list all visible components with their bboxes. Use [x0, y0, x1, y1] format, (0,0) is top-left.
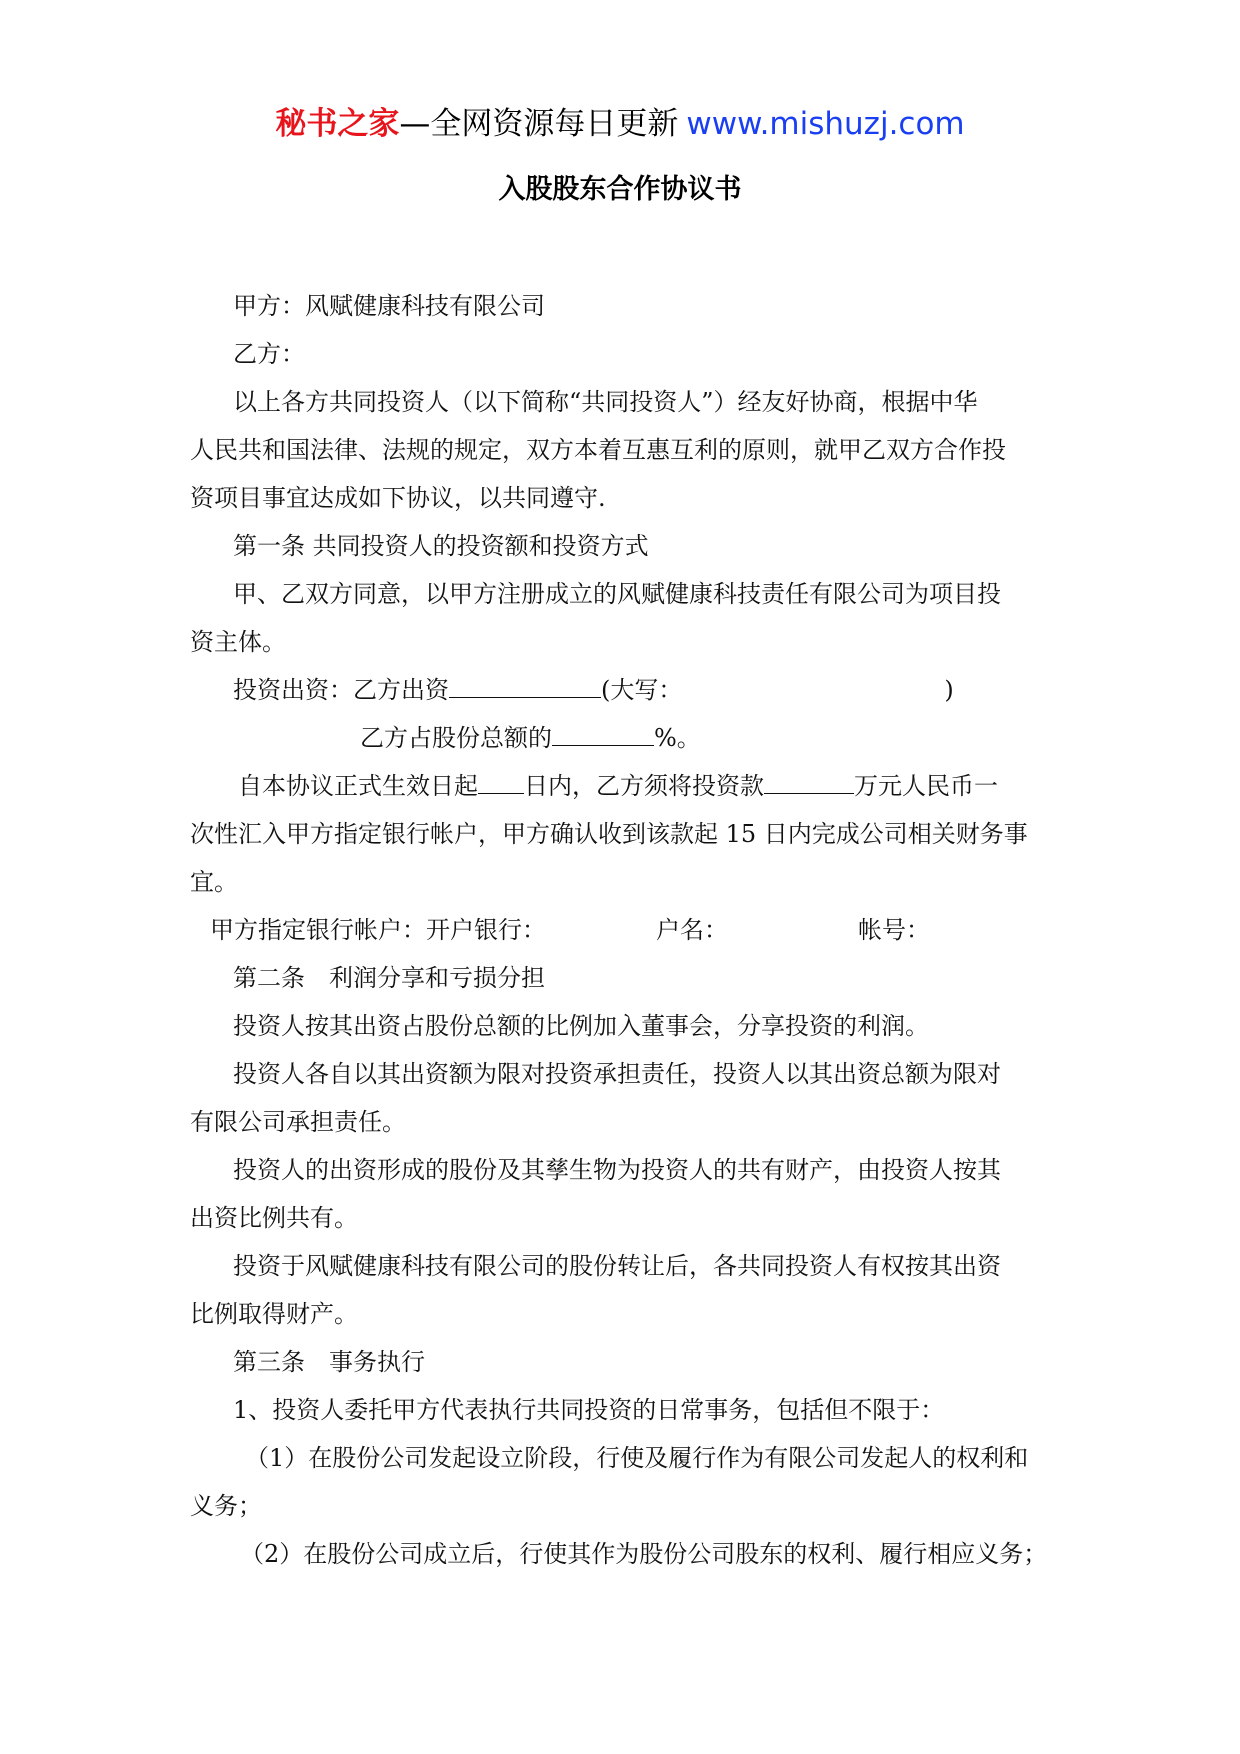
article3-subitem: 义务；: [190, 1492, 262, 1520]
article2-paragraph: 投资人的出资形成的股份及其孳生物为投资人的共有财产，由投资人按其: [233, 1156, 1001, 1184]
article1-line: 甲、乙双方同意，以甲方注册成立的风赋健康科技责任有限公司为项目投: [233, 580, 1001, 608]
document-title: 入股股东合作协议书: [498, 174, 742, 205]
investment-line: [190, 666, 1060, 714]
payment-days-blank: [478, 765, 524, 794]
share-line: [190, 714, 1060, 762]
payment-text: 自本协议正式生效日起: [238, 772, 478, 800]
article2-heading: 第二条 利润分享和亏损分担: [233, 964, 545, 992]
investment-close: ): [944, 676, 954, 704]
payment-line: 宜。: [190, 868, 238, 896]
article2-paragraph: 有限公司承担责任。: [190, 1108, 406, 1136]
site-header: [0, 98, 1240, 150]
brand-name: 秘书之家: [275, 106, 400, 142]
article3-subitem: （1）在股份公司发起设立阶段，行使及履行作为有限公司发起人的权利和: [245, 1444, 1029, 1472]
payment-text: 日内，乙方须将投资款: [524, 772, 764, 800]
article1-line: 资主体。: [190, 628, 286, 656]
party-a: 甲方：风赋健康科技有限公司: [233, 292, 545, 320]
bank-label: 甲方指定银行帐户：开户银行：: [210, 916, 546, 944]
payment-text: 万元人民币一: [854, 772, 998, 800]
payment-line: [190, 762, 1060, 810]
payment-line: 次性汇入甲方指定银行帐户，甲方确认收到该款起 15 日内完成公司相关财务事: [190, 820, 1028, 848]
article2-paragraph: 投资人按其出资占股份总额的比例加入董事会，分享投资的利润。: [233, 1012, 929, 1040]
article2-paragraph: 投资人各自以其出资额为限对投资承担责任，投资人以其出资总额为限对: [233, 1060, 1001, 1088]
article3-heading: 第三条 事务执行: [233, 1348, 425, 1376]
investment-daxie-label: (大写：: [601, 676, 683, 704]
intro-line: 资项目事宜达成如下协议，以共同遵守.: [190, 484, 606, 512]
article2-paragraph: 投资于风赋健康科技有限公司的股份转让后，各共同投资人有权按其出资: [233, 1252, 1001, 1280]
account-name-label: 户名：: [656, 916, 728, 944]
article2-paragraph: 出资比例共有。: [190, 1204, 358, 1232]
document-body: [190, 282, 1060, 1578]
share-percent-blank: [552, 717, 654, 746]
article2-paragraph: 比例取得财产。: [190, 1300, 358, 1328]
intro-line: 以上各方共同投资人（以下简称“共同投资人”）经友好协商，根据中华: [233, 388, 978, 416]
share-prefix: 乙方占股份总额的: [360, 724, 552, 752]
article1-heading: 第一条 共同投资人的投资额和投资方式: [233, 532, 649, 560]
account-number-label: 帐号：: [858, 916, 930, 944]
article3-subitem: （2）在股份公司成立后，行使其作为股份公司股东的权利、履行相应义务；: [240, 1540, 1048, 1568]
investment-prefix: 投资出资：乙方出资: [233, 676, 449, 704]
investment-amount-blank: [449, 669, 601, 698]
intro-line: 人民共和国法律、法规的规定，双方本着互惠互利的原则，就甲乙双方合作投: [190, 436, 1006, 464]
bank-account-line: [190, 906, 1060, 954]
site-url-link[interactable]: www.mishuzj.com: [686, 106, 965, 142]
header-slogan: —全网资源每日更新: [399, 106, 679, 142]
share-suffix: %。: [654, 724, 701, 752]
party-b: 乙方：: [233, 340, 305, 368]
article3-item: 1、投资人委托甲方代表执行共同投资的日常事务，包括但不限于：: [233, 1396, 945, 1424]
payment-amount-blank: [764, 765, 854, 794]
